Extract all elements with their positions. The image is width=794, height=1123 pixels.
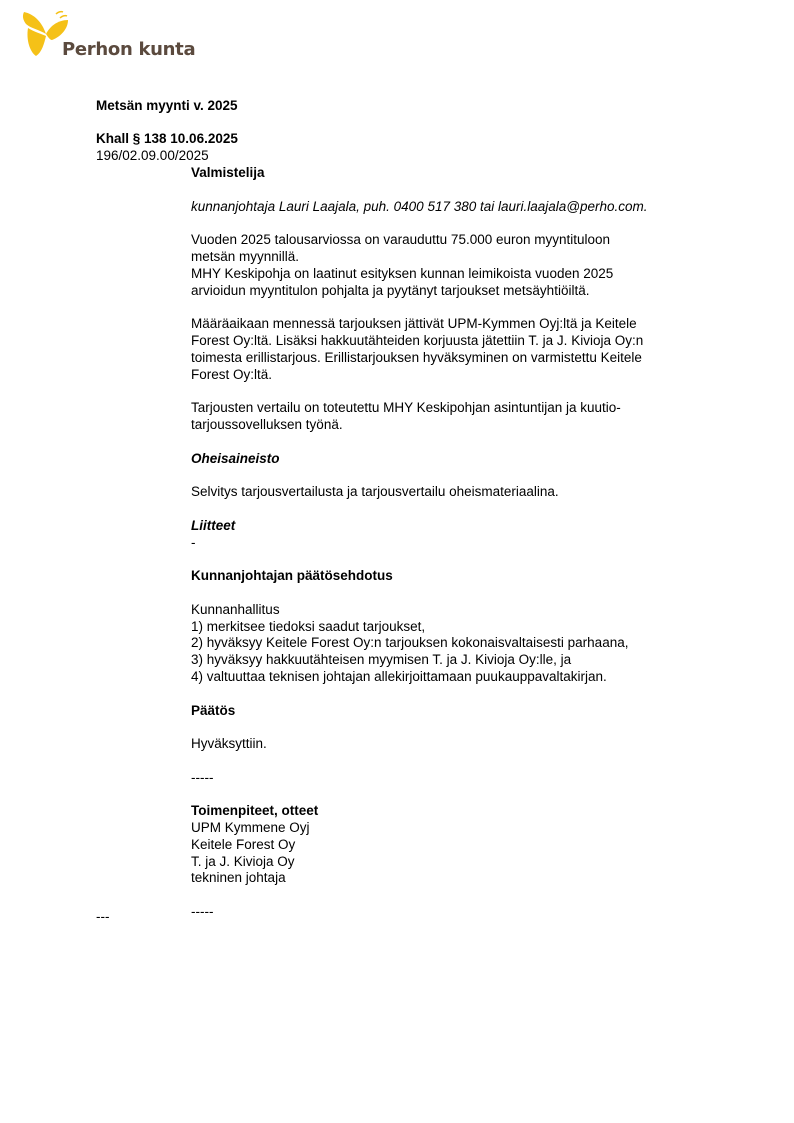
body-line: metsän myynnillä. [191, 248, 300, 264]
decision-text: Hyväksyttiin. [191, 736, 267, 752]
document-body [191, 165, 711, 921]
footer-left-marker: --- [96, 909, 110, 924]
appendices-text: - [191, 534, 196, 550]
footer-right-marker: ----- [191, 904, 214, 920]
appendices-heading: Liitteet [191, 517, 236, 533]
actions-heading: Toimenpiteet, otteet [191, 803, 319, 819]
preparer-heading: Valmistelija [191, 165, 265, 180]
logo-text: Perhon kunta [62, 39, 196, 60]
proposal-item: 4) valtuuttaa teknisen johtajan allekirjoittamaan puukauppavaltakirjan. [191, 668, 607, 684]
preparer-person: kunnanjohtaja Lauri Laajala, puh. 0400 517 380 tai lauri.laajala@perho.com. [191, 198, 648, 214]
proposal-item: 2) hyväksyy Keitele Forest Oy:n tarjouksen kokonaisvaltaisesti parhaana, [191, 635, 629, 651]
proposal-heading: Kunnanjohtajan päätösehdotus [191, 568, 393, 584]
document-title: Metsän myynti v. 2025 [96, 98, 238, 113]
attachments-info-text: Selvitys tarjousvertailusta ja tarjousvertailu oheismateriaalina. [191, 484, 559, 500]
body-line: Tarjousten vertailu on toteutettu MHY Keskipohjan asintuntijan ja kuutio- [191, 400, 621, 416]
decision-separator: ----- [191, 769, 214, 785]
recipient: tekninen johtaja [191, 870, 286, 886]
recipient: T. ja J. Kivioja Oy [191, 853, 295, 869]
decision-heading: Päätös [191, 702, 236, 718]
body-line: Vuoden 2025 talousarviossa on varauduttu 75.000 euron myyntituloon [191, 232, 611, 248]
body-line: Forest Oy:ltä. [191, 366, 273, 382]
record-id: 196/02.09.00/2025 [96, 148, 209, 163]
recipient: Keitele Forest Oy [191, 836, 296, 852]
proposal-item: 1) merkitsee tiedoksi saadut tarjoukset, [191, 618, 426, 634]
attachments-info-heading: Oheisaineisto [191, 450, 280, 466]
meeting-reference: Khall § 138 10.06.2025 [96, 131, 238, 146]
proposal-item: 3) hyväksyy hakkuutähteisen myymisen T. ja J. Kivioja Oy:lle, ja [191, 652, 572, 668]
body-line: Määräaikaan mennessä tarjouksen jättivät UPM-Kymmen Oyj:ltä ja Keitele [191, 316, 637, 332]
body-line: MHY Keskipohja on laatinut esityksen kunnan leimikoista vuoden 2025 [191, 265, 614, 281]
perho-logo [20, 10, 196, 62]
proposal-intro: Kunnanhallitus [191, 601, 280, 617]
body-line: Forest Oy:ltä. Lisäksi hakkuutähteiden korjuusta jätettiin T. ja J. Kivioja Oy:n [191, 332, 644, 348]
body-line: arvioidun myyntitulon pohjalta ja pyytänyt tarjoukset metsäyhtiöiltä. [191, 282, 590, 298]
recipient: UPM Kymmene Oyj [191, 820, 310, 836]
body-line: tarjoussovelluksen työnä. [191, 416, 343, 432]
body-line: toimesta erillistarjous. Erillistarjouksen hyväksyminen on varmistettu Keitele [191, 349, 642, 365]
